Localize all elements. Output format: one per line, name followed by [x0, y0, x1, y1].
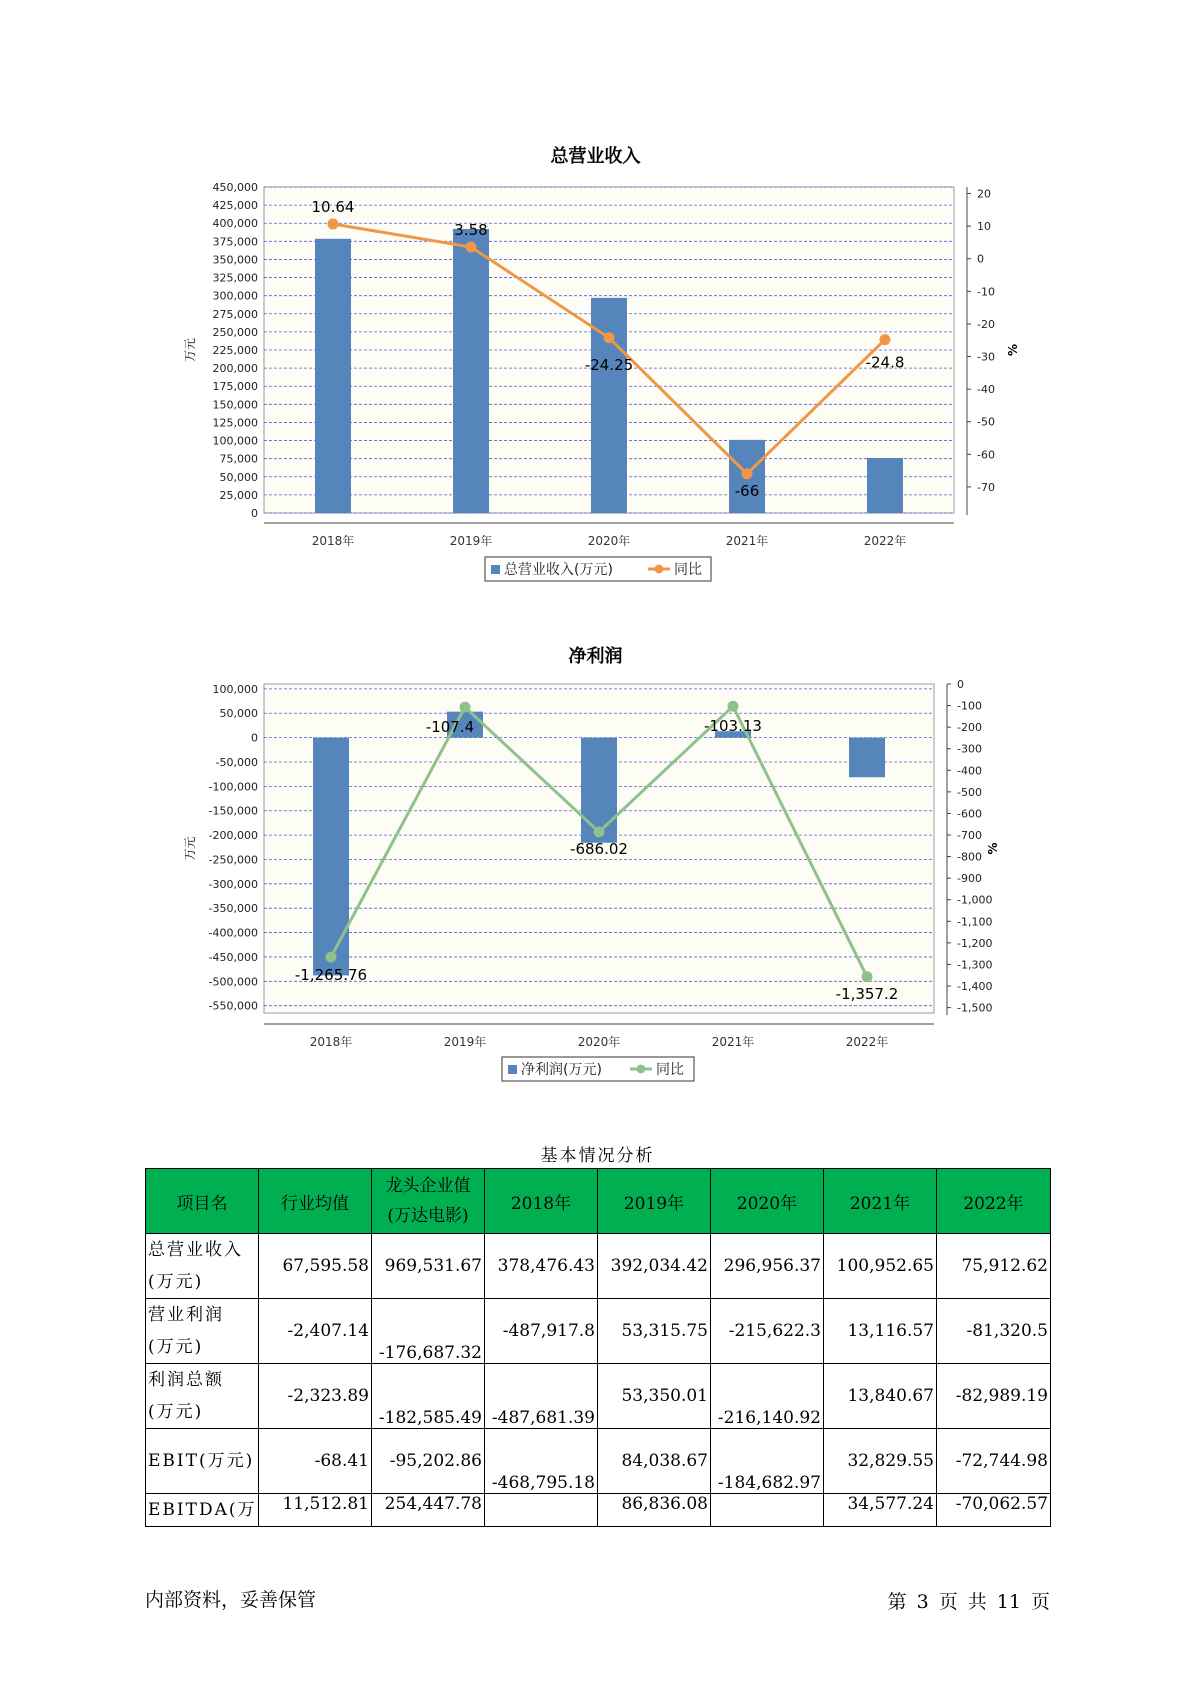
table-cell: 100,952.65: [824, 1234, 937, 1299]
y2-tick-label: -20: [977, 317, 995, 331]
y-tick-label: 450,000: [212, 181, 258, 194]
y-tick-label: 150,000: [212, 398, 258, 412]
table-cell: 53,315.75: [598, 1299, 711, 1364]
data-label: 10.64: [311, 198, 355, 217]
y-tick-label: 375,000: [212, 235, 258, 249]
y2-tick-label: 10: [977, 220, 991, 234]
table-cell: -95,202.86: [372, 1429, 485, 1494]
y-tick-label: 0: [251, 507, 258, 520]
table-cell: -487,681.39: [485, 1364, 598, 1429]
table-row: [146, 1494, 1051, 1527]
table-cell: [485, 1494, 598, 1527]
y-tick-label: -50,000: [215, 755, 258, 769]
table-cell: 13,116.57: [824, 1299, 937, 1364]
x-tick-label: 2020年: [577, 1035, 621, 1049]
y2-tick-label: -1,200: [957, 936, 993, 950]
header-cell: 龙头企业值 (万达电影): [372, 1169, 485, 1234]
legend-bar-label: 净利润(万元): [521, 1062, 602, 1078]
legend-bar-label: 总营业收入(万元): [504, 562, 613, 578]
y-tick-label: 275,000: [212, 307, 258, 321]
y-tick-label: -250,000: [208, 853, 258, 867]
footer-note: 内部资料，妥善保管: [145, 1589, 317, 1611]
x-tick-label: 2018年: [309, 1035, 353, 1049]
y-tick-label: 325,000: [212, 271, 258, 285]
table-cell: -72,744.98: [937, 1429, 1051, 1494]
x-tick-label: 2019年: [443, 1035, 487, 1049]
y2-tick-label: -60: [977, 448, 995, 462]
row-name: 营业利润 (万元): [146, 1299, 259, 1364]
x-tick-label: 2022年: [845, 1035, 889, 1049]
header-cell: 项目名: [146, 1169, 259, 1234]
y-tick-label: 425,000: [212, 199, 258, 213]
table-cell: -182,585.49: [372, 1364, 485, 1429]
row-name: 总营业收入 (万元): [146, 1234, 259, 1299]
bar: [313, 738, 349, 976]
header-cell: 2018年: [485, 1169, 598, 1234]
data-label: -103.13: [704, 717, 762, 736]
row-name: EBIT(万元): [146, 1429, 259, 1494]
y-tick-label: 250,000: [212, 325, 258, 339]
table-cell: 53,350.01: [598, 1364, 711, 1429]
table-cell: -81,320.5: [937, 1299, 1051, 1364]
line-point: [862, 971, 873, 982]
y2-tick-label: 20: [977, 187, 991, 201]
y2-axis-label: %: [1006, 343, 1020, 357]
y2-tick-label: -300: [957, 742, 982, 756]
y-tick-label: 300,000: [212, 289, 258, 303]
y-axis-label: 万元: [183, 337, 197, 363]
y2-tick-label: 0: [957, 678, 964, 691]
header-cell: 2022年: [937, 1169, 1051, 1234]
table-row: [146, 1364, 1051, 1429]
y2-tick-label: -1,400: [957, 980, 993, 994]
y-tick-label: -300,000: [208, 877, 258, 891]
table-cell: 378,476.43: [485, 1234, 598, 1299]
y-tick-label: 125,000: [212, 416, 258, 430]
y2-tick-label: -1,300: [957, 958, 993, 972]
table-cell: 34,577.24: [824, 1494, 937, 1527]
table-cell: -184,682.97: [711, 1429, 824, 1494]
y2-tick-label: -70: [977, 480, 995, 494]
y-tick-label: -400,000: [208, 926, 258, 940]
y-tick-label: -350,000: [208, 902, 258, 916]
header-cell: 2021年: [824, 1169, 937, 1234]
y2-axis-label: %: [986, 842, 1000, 855]
y2-tick-label: -600: [957, 807, 982, 821]
table-caption: 基本情况分析: [540, 1146, 655, 1166]
y2-tick-label: -100: [957, 699, 982, 713]
x-tick-label: 2022年: [863, 534, 907, 548]
legend-bar-swatch: [508, 1065, 517, 1074]
data-label: -1,265.76: [294, 966, 368, 985]
line-point: [326, 952, 337, 963]
table-cell: 254,447.78: [372, 1494, 485, 1527]
table-cell: [711, 1494, 824, 1527]
table-cell: -2,323.89: [259, 1364, 372, 1429]
y2-tick-label: -40: [977, 383, 995, 397]
y2-tick-label: -30: [977, 350, 995, 364]
x-tick-label: 2021年: [725, 534, 769, 548]
chart1-title: 总营业收入: [550, 146, 641, 167]
y2-tick-label: -1,500: [957, 1001, 993, 1015]
y-tick-label: 350,000: [212, 253, 258, 267]
y2-tick-label: -1,000: [957, 893, 993, 907]
y2-tick-label: -900: [957, 872, 982, 886]
table-cell: 969,531.67: [372, 1234, 485, 1299]
table-header-row: [146, 1169, 1051, 1234]
line-point: [594, 827, 605, 838]
header-cell: 行业均值: [259, 1169, 372, 1234]
x-tick-label: 2018年: [311, 534, 355, 548]
chart2-title: 净利润: [568, 646, 623, 667]
y2-tick-label: -700: [957, 829, 982, 843]
table-cell: -216,140.92: [711, 1364, 824, 1429]
line-point: [728, 701, 739, 712]
table-cell: -82,989.19: [937, 1364, 1051, 1429]
y-tick-label: 0: [251, 731, 258, 745]
y-tick-label: 50,000: [219, 707, 258, 721]
line-point: [460, 702, 471, 713]
y-tick-label: -450,000: [208, 950, 258, 964]
y2-tick-label: 0: [977, 252, 984, 266]
y2-tick-label: -10: [977, 285, 995, 299]
table-cell: 67,595.58: [259, 1234, 372, 1299]
y-tick-label: 25,000: [219, 488, 258, 502]
page-number: 第 3 页 共 11 页: [887, 1591, 1050, 1613]
y-tick-label: 225,000: [212, 344, 258, 357]
y-tick-label: -550,000: [208, 999, 258, 1013]
y-tick-label: 100,000: [212, 682, 258, 696]
table-row: [146, 1234, 1051, 1299]
table-cell: 13,840.67: [824, 1364, 937, 1429]
y-tick-label: -200,000: [208, 829, 258, 843]
table-cell: -70,062.57: [937, 1494, 1051, 1527]
table-cell: 84,038.67: [598, 1429, 711, 1494]
x-tick-label: 2020年: [587, 534, 631, 548]
y-tick-label: 50,000: [219, 470, 258, 484]
legend-line-label: 同比: [674, 562, 702, 578]
table-row: [146, 1299, 1051, 1364]
table-cell: 392,034.42: [598, 1234, 711, 1299]
table-cell: -176,687.32: [372, 1299, 485, 1364]
row-name: 利润总额 (万元): [146, 1364, 259, 1429]
x-tick-label: 2021年: [711, 1035, 755, 1049]
y2-tick-label: -400: [957, 764, 982, 778]
header-cell: 2020年: [711, 1169, 824, 1234]
x-tick-label: 2019年: [449, 534, 493, 548]
data-label: -24.25: [584, 355, 634, 374]
table-cell: 75,912.62: [937, 1234, 1051, 1299]
y-axis-label: 万元: [183, 836, 197, 861]
y2-tick-label: -1,100: [957, 915, 993, 929]
table-cell: 86,836.08: [598, 1494, 711, 1527]
table-cell: -215,622.3: [711, 1299, 824, 1364]
y-tick-label: -150,000: [208, 804, 258, 818]
y-tick-label: 400,000: [212, 217, 258, 231]
table-cell: -68.41: [259, 1429, 372, 1494]
bar: [849, 738, 885, 778]
data-label: -24.8: [865, 353, 905, 372]
y-tick-label: -500,000: [208, 975, 258, 989]
data-label: -1,357.2: [835, 984, 899, 1003]
y2-tick-label: -500: [957, 785, 982, 799]
data-label: -686.02: [570, 840, 628, 859]
legend-line-label: 同比: [656, 1062, 684, 1078]
y-tick-label: 175,000: [212, 380, 258, 394]
analysis-table: [145, 1168, 1051, 1527]
y2-tick-label: -800: [957, 850, 982, 864]
table-cell: -487,917.8: [485, 1299, 598, 1364]
y-tick-label: 200,000: [212, 362, 258, 376]
table-cell: -468,795.18: [485, 1429, 598, 1494]
header-cell: 2019年: [598, 1169, 711, 1234]
table-cell: 32,829.55: [824, 1429, 937, 1494]
data-label: -66: [734, 481, 760, 500]
table-cell: -2,407.14: [259, 1299, 372, 1364]
y2-tick-label: -50: [977, 415, 995, 429]
y-tick-label: -100,000: [208, 780, 258, 794]
legend-line-marker: [637, 1065, 646, 1074]
table-cell: 11,512.81: [259, 1494, 372, 1527]
table-row: [146, 1429, 1051, 1494]
table-cell: 296,956.37: [711, 1234, 824, 1299]
y-tick-label: 75,000: [219, 452, 258, 466]
y-tick-label: 100,000: [212, 434, 258, 448]
data-label: -107.4: [425, 718, 475, 737]
data-label: 3.58: [454, 221, 488, 240]
row-name: EBITDA(万: [146, 1494, 259, 1527]
y2-tick-label: -200: [957, 721, 982, 735]
